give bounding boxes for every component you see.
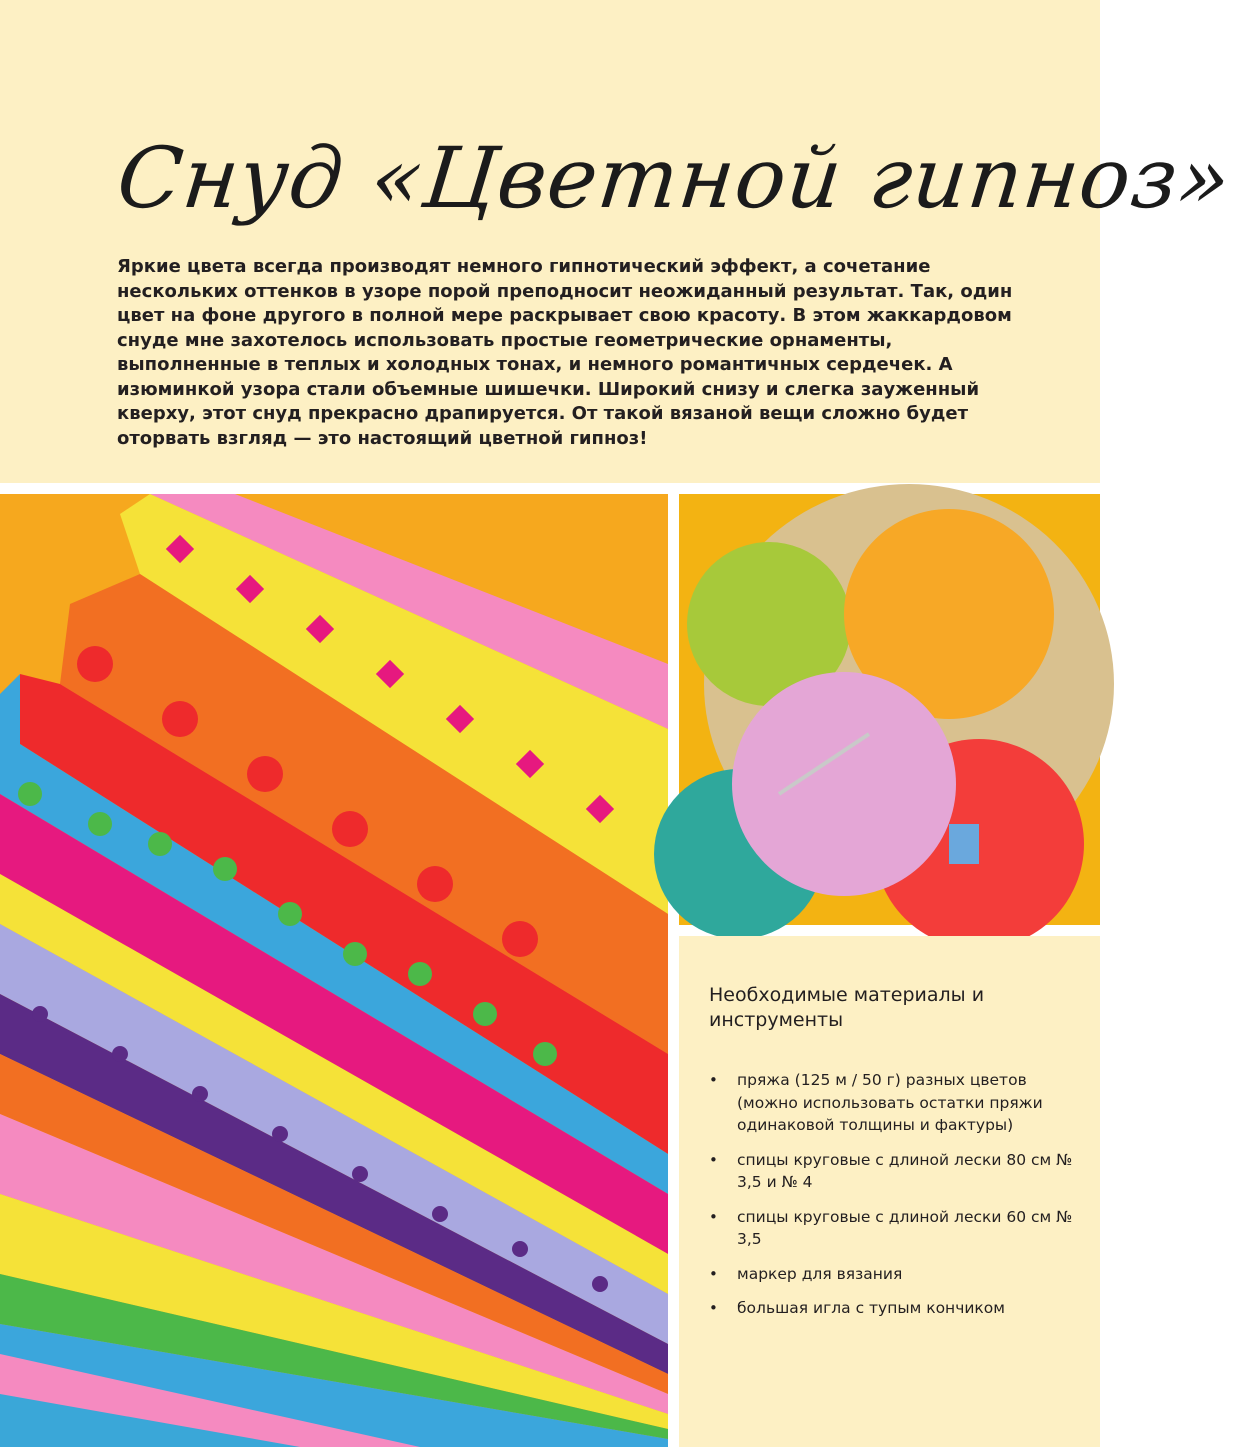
dot xyxy=(432,1206,448,1222)
materials-list xyxy=(709,1069,1079,1332)
yarn-photo xyxy=(679,494,1100,925)
dot xyxy=(512,1241,528,1257)
bullet-icon: • xyxy=(709,1207,718,1226)
stitch-marker xyxy=(949,824,979,864)
materials-item-marker: маркер для вязания xyxy=(737,1264,903,1283)
bobble xyxy=(473,1002,497,1026)
materials-item-yarn: пряжа (125 м / 50 г) разных цветов (можно использовать остатки пряжи одинаковой толщины и фактуры) xyxy=(737,1071,1043,1134)
dot xyxy=(272,1126,288,1142)
bobble xyxy=(213,857,237,881)
bobble xyxy=(343,942,367,966)
materials-heading: Необходимые материалы и инструменты xyxy=(709,984,985,1031)
bullet-icon: • xyxy=(709,1150,718,1169)
materials-item-needle: большая игла с тупым кончиком xyxy=(737,1299,1005,1317)
dot xyxy=(32,1006,48,1022)
bobble xyxy=(148,832,172,856)
heart xyxy=(417,866,453,902)
heart xyxy=(162,701,198,737)
bobble xyxy=(278,902,302,926)
yarn-illustration xyxy=(679,494,1100,925)
dot xyxy=(592,1276,608,1292)
list-item xyxy=(709,1263,1079,1286)
yarn-ball-lilac xyxy=(732,672,956,896)
heart xyxy=(77,646,113,682)
heart xyxy=(502,921,538,957)
dot xyxy=(192,1086,208,1102)
bullet-icon: • xyxy=(709,1071,718,1089)
bobble xyxy=(18,782,42,806)
bobble xyxy=(408,962,432,986)
bullet-icon: • xyxy=(709,1264,718,1283)
dot xyxy=(112,1046,128,1062)
dot xyxy=(352,1166,368,1182)
snood-illustration xyxy=(0,494,668,1447)
header-section xyxy=(0,0,1236,483)
materials-item-needles-80: спицы круговые с длиной лески 80 см № 3,5 и № 4 xyxy=(737,1150,1073,1191)
list-item xyxy=(709,1206,1079,1251)
list-item xyxy=(709,1297,1079,1320)
knit-stripes xyxy=(0,494,668,1447)
heart xyxy=(332,811,368,847)
intro-paragraph: Яркие цвета всегда производят немного гипнотический эффект, а сочетание нескольких оттенков в узоре порой преподносит неожиданный результат. Так, один цвет на фоне другого в полной мере раскрывает свою красоту. В этом жаккардовом снуде мне захотелось использовать простые геометрические орнаменты, выполненные в теплых и холодных тонах, и немного романтичных сердечек. А изюминкой узора стали объемные шишечки. Широкий снизу и слегка зауженный кверху, этот снуд прекрасно драпируется. От такой вязаной вещи сложно будет оторвать взгляд — это настоящий цветной гипноз! xyxy=(117,256,1013,449)
heart xyxy=(247,756,283,792)
bobble xyxy=(533,1042,557,1066)
bullet-icon: • xyxy=(709,1299,718,1317)
snood-photo xyxy=(0,494,668,1447)
page-title: Снуд «Цветной гипноз» xyxy=(112,129,1236,227)
materials-item-needles-60: спицы круговые с длиной лески 60 см № 3,5 xyxy=(737,1207,1073,1248)
bobble xyxy=(88,812,112,836)
list-item xyxy=(709,1149,1079,1194)
list-item xyxy=(709,1069,1079,1137)
materials-section xyxy=(679,936,1100,1447)
